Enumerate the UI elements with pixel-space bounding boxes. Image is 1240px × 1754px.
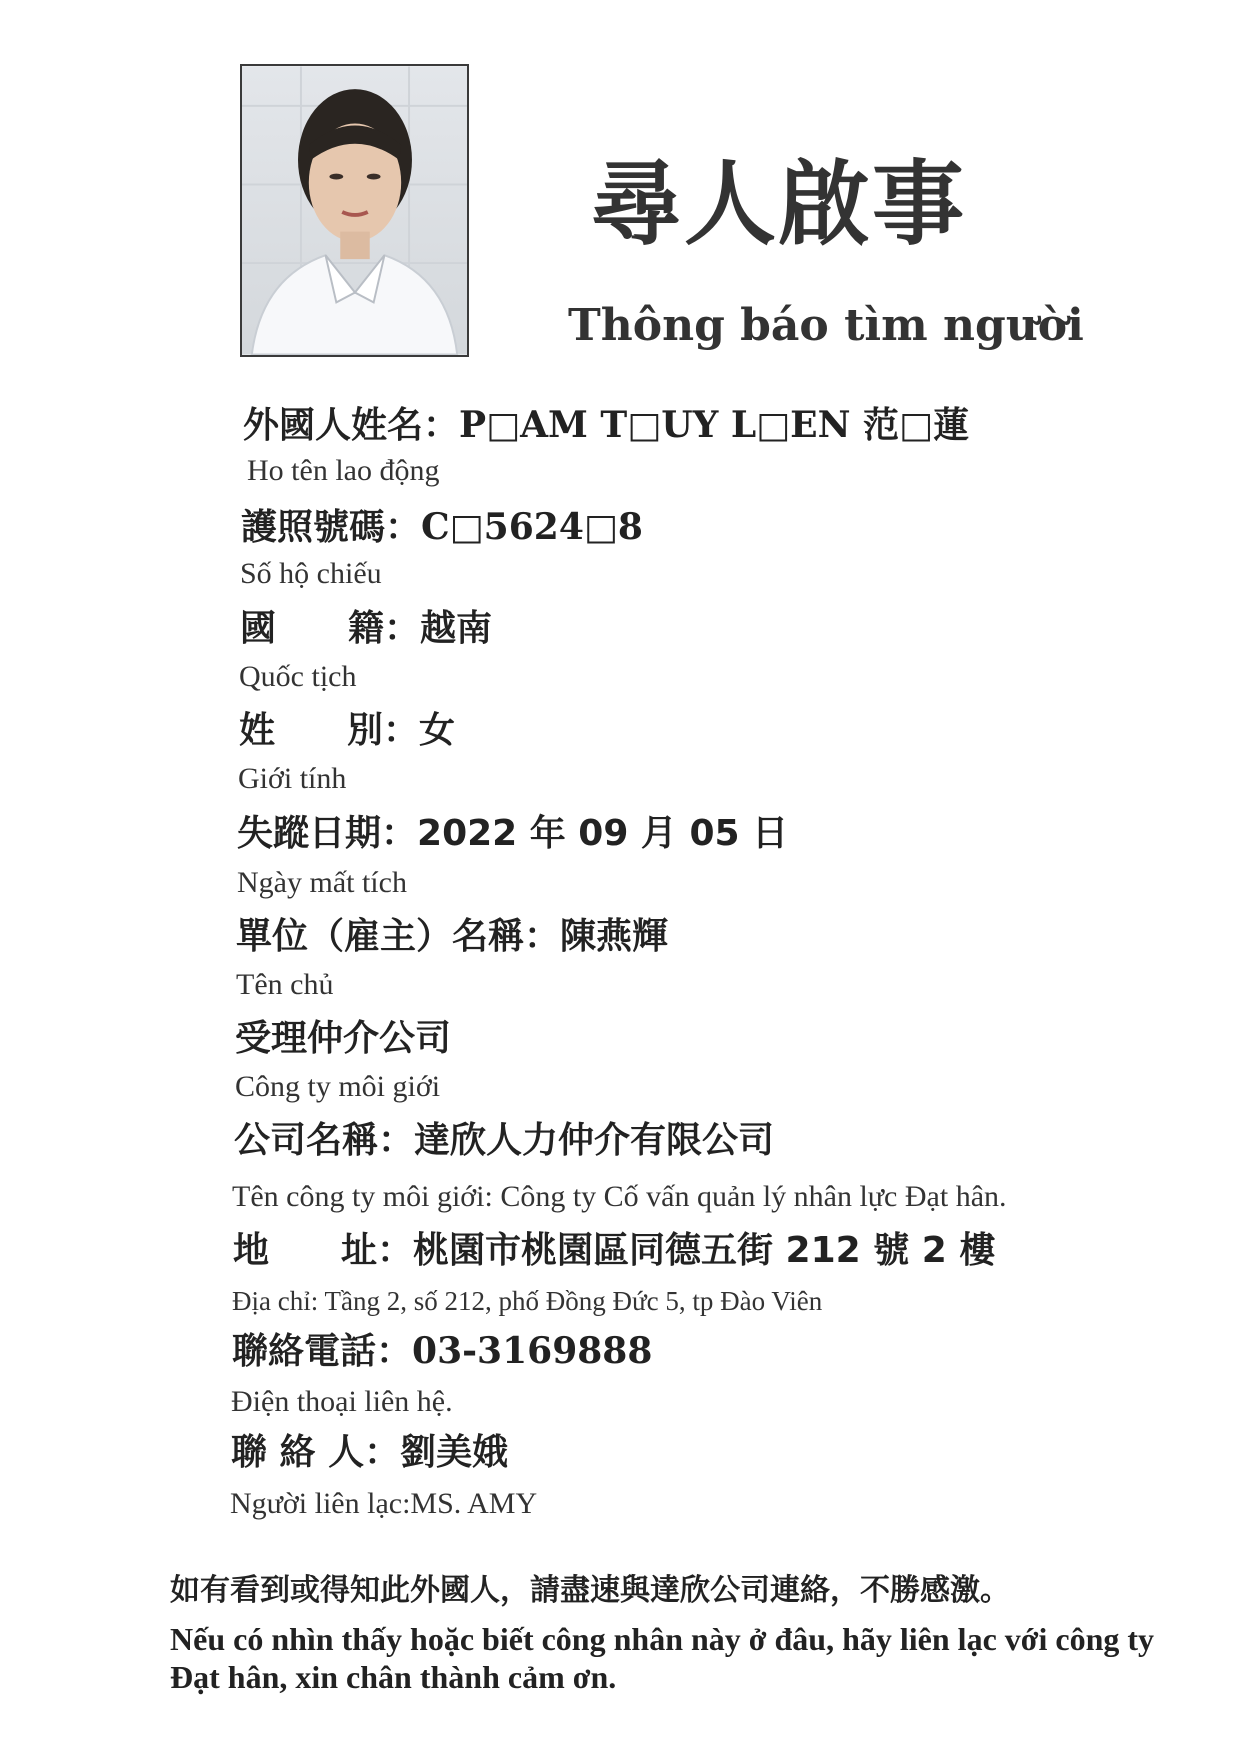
- gender-label: 姓 別：: [239, 710, 420, 751]
- passport-line: [241, 504, 643, 551]
- employer-label: 單位（雇主）名稱：: [236, 916, 561, 957]
- company-line: [234, 1118, 774, 1164]
- person-photo: [240, 64, 469, 357]
- agency-heading: 受理仲介公司: [235, 1018, 452, 1059]
- address-label-vi: Địa chỉ: Tầng 2, số 212, phố Đồng Đức 5, tp Đào Viên: [232, 1286, 823, 1316]
- contact-label-vi: Người liên lạc:MS. AMY: [230, 1487, 538, 1520]
- contact-label: 聯 絡 人：: [231, 1432, 401, 1473]
- phone-label: 聯絡電話：: [232, 1331, 413, 1372]
- address-value: 桃園市桃園區同德五街 212 號 2 樓: [413, 1230, 996, 1271]
- employer-line: [236, 914, 668, 960]
- nationality-label: 國 籍：: [240, 608, 421, 649]
- gender-line: [239, 708, 455, 754]
- passport-label: 護照號碼：: [241, 507, 422, 548]
- page-subtitle: Thông báo tìm người: [568, 300, 1084, 351]
- missing-date-label: 失蹤日期：: [237, 813, 418, 854]
- name-label-vi: Ho tên lao động: [247, 454, 440, 487]
- passport-value: C□5624□8: [421, 506, 643, 548]
- address-line: [233, 1228, 995, 1274]
- company-label: 公司名稱：: [234, 1120, 415, 1161]
- gender-value: 女: [419, 710, 456, 751]
- name-label: 外國人姓名：: [243, 405, 460, 446]
- company-value: 達欣人力仲介有限公司: [414, 1120, 775, 1161]
- company-label-vi: Tên công ty môi giới: Công ty Cố vấn quản lý nhân lực Đạt hân.: [232, 1180, 1007, 1213]
- name-value: P□AM T□UY L□EN 范□蓮: [459, 404, 970, 446]
- missing-date-label-vi: Ngày mất tích: [237, 866, 407, 899]
- nationality-label-vi: Quốc tịch: [239, 660, 357, 693]
- gender-label-vi: Giới tính: [238, 762, 347, 795]
- nationality-line: [240, 606, 492, 652]
- agency-heading-vi: Công ty môi giới: [235, 1070, 441, 1103]
- contact-value: 劉美娥: [400, 1432, 509, 1473]
- passport-label-vi: Số hộ chiếu: [240, 557, 382, 590]
- footer-notice-zh: 如有看到或得知此外國人，請盡速與達欣公司連絡，不勝感激。: [170, 1573, 1010, 1608]
- missing-date-line: [237, 811, 788, 857]
- phone-label-vi: Điện thoại liên hệ.: [231, 1385, 453, 1418]
- footer-notice-vi: Nếu có nhìn thấy hoặc biết công nhân này ở đâu, hãy liên lạc với công ty Đạt hân, xin chân thành cảm ơn.: [170, 1621, 1155, 1695]
- phone-line: [232, 1328, 652, 1375]
- contact-line: [231, 1430, 508, 1476]
- employer-value: 陳燕輝: [560, 916, 669, 957]
- page-title: 尋人啟事: [590, 151, 967, 258]
- nationality-value: 越南: [420, 608, 493, 649]
- phone-value: 03-3169888: [412, 1330, 653, 1372]
- person-photo-icon: [242, 66, 467, 355]
- missing-date-value: 2022 年 09 月 05 日: [417, 813, 789, 854]
- address-label: 地 址：: [233, 1230, 414, 1271]
- employer-label-vi: Tên chủ: [236, 968, 334, 1001]
- name-line: [243, 402, 969, 449]
